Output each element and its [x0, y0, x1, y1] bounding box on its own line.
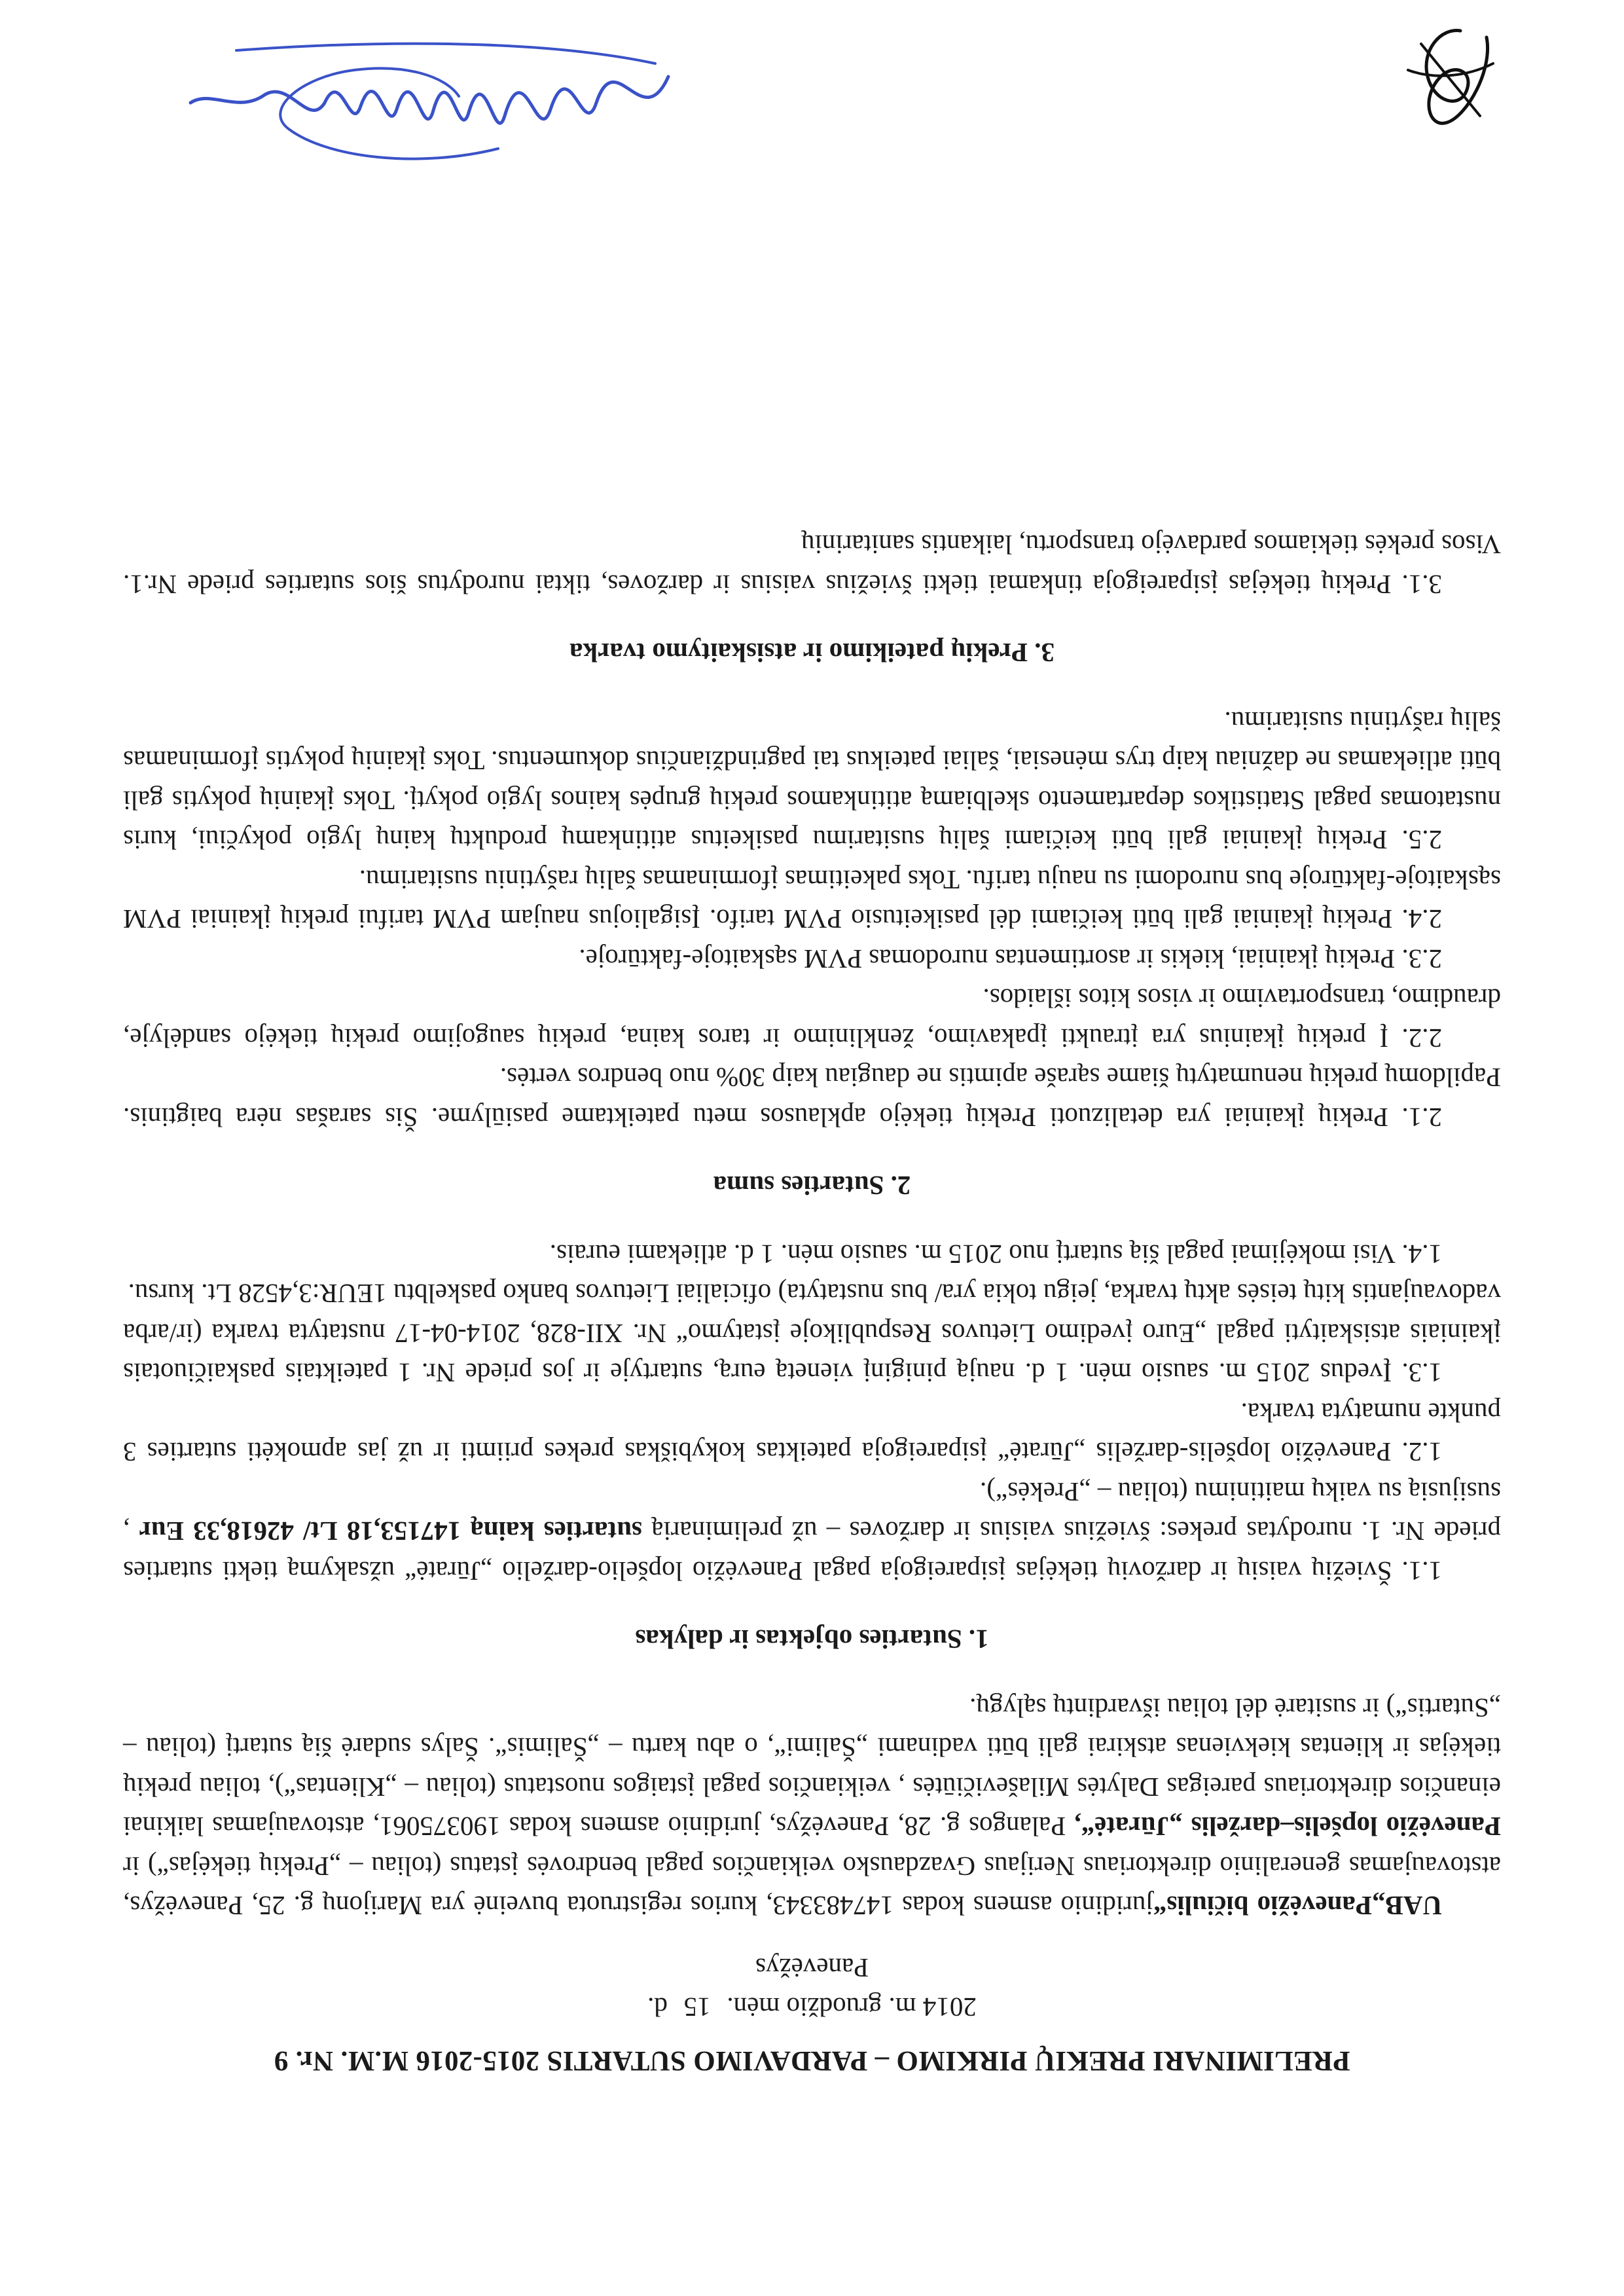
clause-1-1-text-c: , susijusią su vaikų maitinimu (toliau – „Prekės“). [122, 1477, 1501, 1547]
signature-black [1401, 18, 1506, 142]
clause-2-2: 2.2. Į prekių įkainius yra įtraukti įpakavimo, ženklinimo ir taros kaina, prekių saugojimo prekių tiekėjo sandėlyje, draudimo, transportavimo ir visos kitos išlaidos. [123, 983, 1501, 1053]
intro-paragraph [123, 1688, 1501, 1926]
party1-name: UAB„Panevėžio bičiulis“ [1153, 1891, 1442, 1922]
clause-2-3: 2.3. Prekių įkainiai, kiekis ir asortimentas nurodomas PVM sąskaitoje-faktūroje. [579, 944, 1442, 974]
intro-text-1: juridinio asmens kodas 147483343, kurios registruota buveinė yra Marijonų g. 25, Panevėžys, atstovaujamas generalinio direktoriaus Nerijaus Gvazdausko veikiančios pagal bendrovės įstatus (toliau – „Prekių tiekėjas“) ir [122, 1851, 1501, 1922]
clause-3-1: 3.1. Prekių tiekėjas įsipareigoja tinkamai tiekti šviežius vaisius ir daržoves, tiktai nurodytus šios sutarties priede Nr.1. Visos prekės tiekiamos pardavėjo transportu, laikantis sanitarinių [123, 530, 1501, 600]
clause-2-4: 2.4. Prekių įkainiai gali būti keičiami dėl pasikeitusio PVM tarifo. Įsigaliojus naujam PVM tarifui prekių įkainiai PVM sąskaitoje-faktūroje bus nurodomi su nauju tarifu. Toks pakeitimas įforminamas šalių rašytiniu susitarimu. [123, 865, 1501, 935]
date-prefix: 2014 m. gruodžio mėn. [727, 1992, 977, 2023]
date-suffix: d. [647, 1992, 668, 2023]
party2-name: Panevėžio lopšelis–darželis „Jūratė“, [1074, 1812, 1501, 1842]
clause-1-1 [123, 1472, 1501, 1592]
document-city: Panevėžys [755, 1953, 869, 1983]
contract-price: sutarties kainą 147153,18 Lt/ 42618,33 Eur [139, 1516, 642, 1547]
signature-blue [171, 24, 695, 175]
contract-body [123, 525, 1501, 2080]
section-3-heading: 3. Prekių pateikimo ir atsiskaitymo tvarka [569, 638, 1055, 668]
clause-1-4: 1.4. Visi mokėjimai pagal šią sutartį nuo 2015 m. sausio mėn. 1 d. atliekami eurais. [549, 1239, 1442, 1269]
clause-1-2: 1.2. Panevėžio lopšelis-darželis „Jūratė“ įsipareigoja pateiktas kokybiškas prekes priimti ir už jas apmokėti sutarties 3 punkte numatyta tvarka. [123, 1398, 1501, 1468]
clause-2-5: 2.5. Prekių įkainiai gali būti keičiami šalių susitarimu pasikeitus atitinkamų produktų kainų lygio pokyčiui, kuris nustatomas pagal Statistikos departamento skelbiamą atitinkamos prekių grupės kainos lygio pokytį. Toks įkainių pokytis gali būti atliekamas ne dažniau kaip trys mėnesiai, šaliai pateikus tai pagrindžiančius dokumentus. Toks įkainių pokytis įforminamas šalių rašytiniu susitarimu. [123, 706, 1501, 856]
document-date [123, 1988, 1501, 2028]
clause-1-1-text-a: 1.1. Šviežių vaisių ir daržovių tiekėjas įsipareigoja pagal Panevėžio lopšelio-darželio „Jūratė“ užsakymą tiekti sutarties priede Nr. 1. nurodytas prekes: šviežius vaisius ir daržoves – už preliminarią [123, 1516, 1501, 1586]
section-1-heading: 1. Sutarties objektas ir dalykas [635, 1624, 989, 1655]
clause-1-3: 1.3. Įvedus 2015 m. sausio mėn. 1 d. naują piniginį vienetą eurą, sutartyje ir jos priede Nr. 1 pateiktais paskaičiuotais įkainiais atsiskaityti pagal „Euro įvedimo Lietuvos Respublikoje įstatymo“ Nr. XII-828, 2014-04-17 nustatyta tvarka (ir/arba vadovaujantis kitų teisės aktų tvarka, jeigu tokia yra/ bus nustatyta) oficialiai Lietuvos banko paskelbtu 1EUR:3,4528 Lt. kursu. [123, 1279, 1501, 1389]
clause-2-1: 2.1. Prekių įkainiai yra detalizuoti Prekių tiekėjo apklausos metu pateiktame pasiūlyme. Šis sarašas nėra baigtinis. Papildomų prekių nenumatytų šiame sąraše apimtis ne daugiau kaip 30% nuo bendros vertės. [123, 1063, 1501, 1133]
date-day: 15 [683, 1992, 711, 2023]
section-2-heading: 2. Sutarties suma [713, 1171, 911, 1201]
document-title: PRELIMINARI PREKIŲ PIRKIMO – PARDAVIMO SUTARTIS 2015-2016 M.M. Nr. 9 [274, 2045, 1350, 2076]
intro-text-2: Palangos g. 28, Panevėžys, juridinio asmens kodas 190375061, atstovaujamas laikinai einančios direktoriaus pareigas Dalytės Milaševičiūtės , veikiančios pagal įstaigos nuostatus (toliau – „Klientas“), toliau prekių tiekėjas ir klientas kiekvienas atskirai gali būti vadinami „Šalimi“, o abu kartu – „Šalimis“. Šalys sudarė šią sutartį (toliau – „Sutartis“) ir susitarė dėl toliau išvardintų sąlygų. [122, 1693, 1501, 1842]
